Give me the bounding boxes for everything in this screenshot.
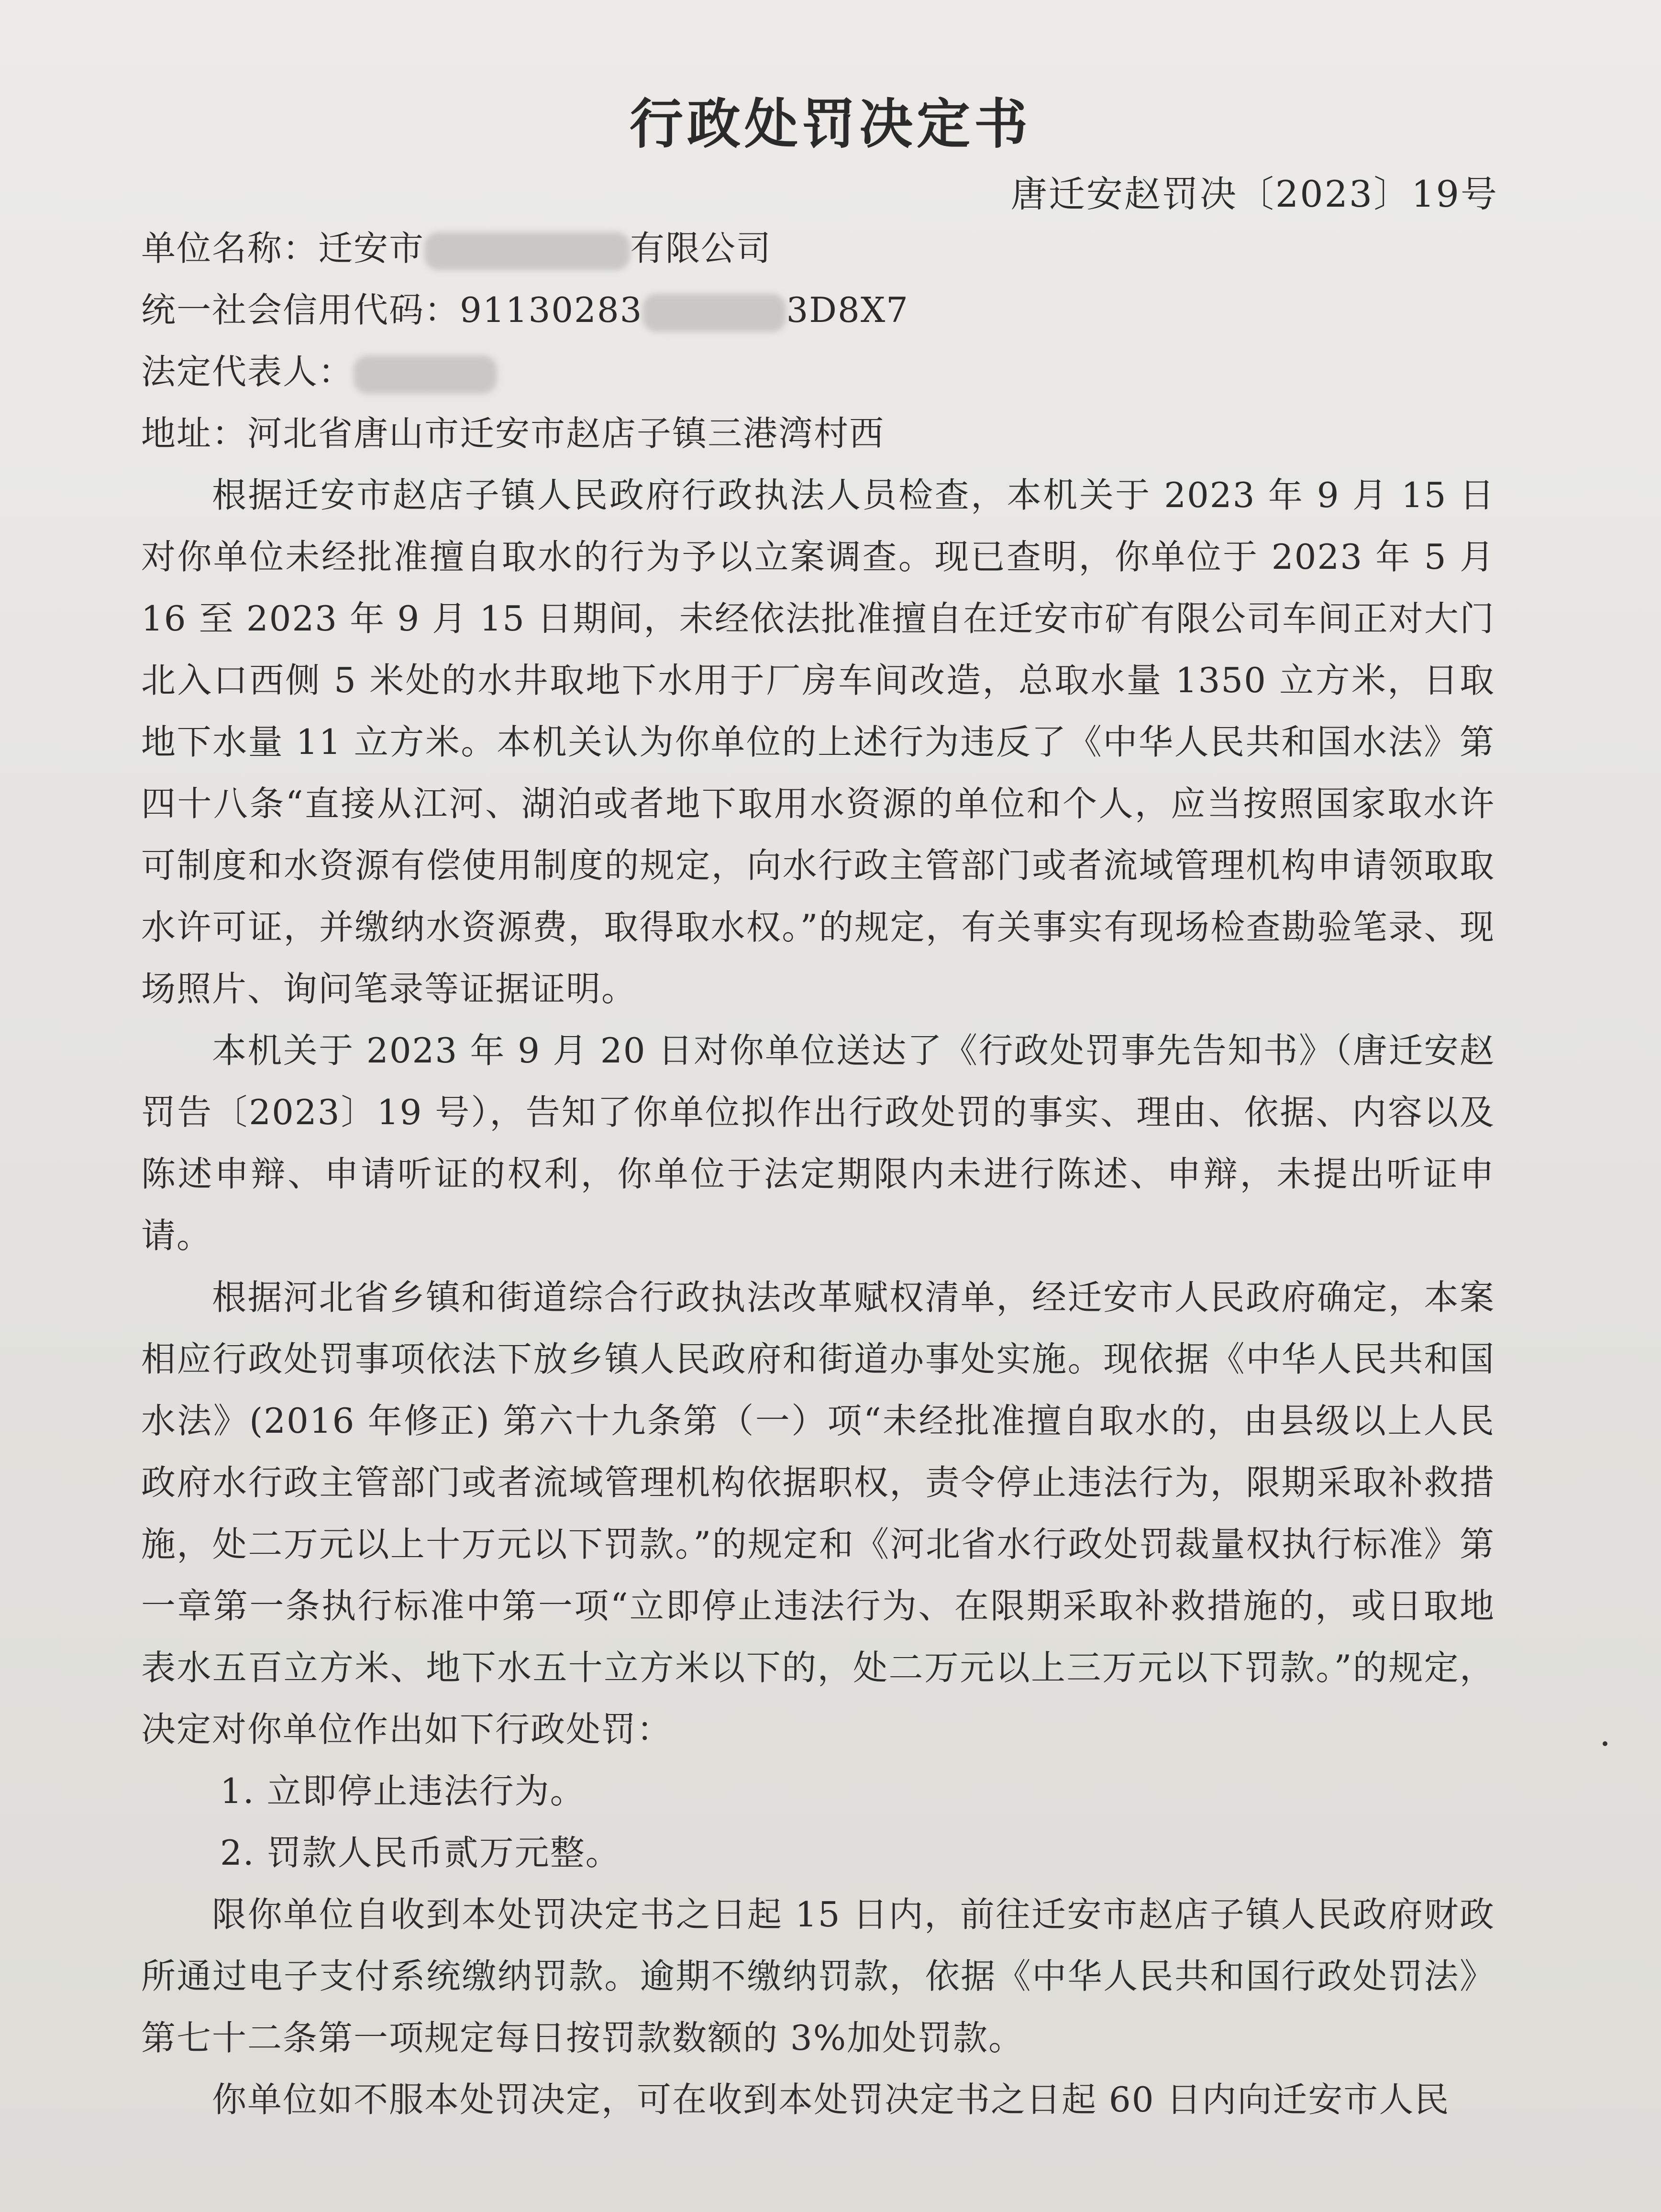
credit-code-label: 统一社会信用代码： — [141, 290, 460, 330]
redacted-area — [424, 232, 630, 270]
redacted-area — [642, 294, 786, 332]
paragraph-notice: 本机关于 2023 年 9 月 20 日对你单位送达了《行政处罚事先告知书》（唐迁安赵罚告〔2023〕19 号），告知了你单位拟作出行政处罚的事实、理由、依据、内容以及陈述申辩、申请听证的权利，你单位于法定期限内未进行陈述、申辩，未提出听证申请。 — [141, 1030, 1495, 1256]
redacted-area — [354, 355, 497, 394]
credit-code-start: 91130283 — [460, 290, 643, 330]
ink-speck — [1603, 1741, 1607, 1746]
document-title: 行政处罚决定书 — [630, 93, 1031, 155]
penalty-item-1: 1. 立即停止违法行为。 — [220, 1771, 586, 1811]
unit-name-suffix: 有限公司 — [630, 228, 772, 268]
paragraph-appeal: 你单位如不服本处罚决定，可在收到本处罚决定书之日起 60 日内向迁安市人民 — [212, 2079, 1450, 2120]
document-number: 唐迁安赵罚决〔2023〕19号 — [1010, 173, 1498, 215]
address-line: 地址：河北省唐山市迁安市赵店子镇三港湾村西 — [141, 413, 885, 453]
paragraph-legal-basis: 根据河北省乡镇和街道综合行政执法改革赋权清单，经迁安市人民政府确定，本案相应行政处罚事项依法下放乡镇人民政府和街道办事处实施。现依据《中华人民共和国水法》(2016 年修正) 第六十九条第（一）项“未经批准擅自取水的，由县级以上人民政府水行政主管部门或者流域管理机构依据职权，责令停止违法行为，限期采取补救措施，处二万元以上十万元以下罚款。”的规定和《河北省水行政处罚裁量权执行标准》第一章第一条执行标准中第一项“立即停止违法行为、在限期采取补救措施的，或日取地表水五百立方米、地下水五十立方米以下的，处二万元以上三万元以下罚款。”的规定，决定对你单位作出如下行政处罚： — [141, 1277, 1495, 1749]
credit-code-line — [141, 279, 1495, 341]
legal-rep-label: 法定代表人： — [141, 352, 354, 392]
credit-code-end: 3D8X7 — [786, 290, 909, 330]
legal-rep-line — [141, 341, 1495, 403]
penalty-item-2: 2. 罚款人民币贰万元整。 — [220, 1833, 621, 1873]
document-body — [141, 218, 1495, 2131]
unit-name-label: 单位名称：迁安市 — [141, 228, 425, 268]
paragraph-findings: 根据迁安市赵店子镇人民政府行政执法人员检查，本机关于 2023 年 9 月 15 日对你单位未经批准擅自取水的行为予以立案调查。现已查明，你单位于 2023 年 5 月 16 至 2023 年 9 月 15 日期间，未经依法批准擅自在迁安市矿有限公司车间正对大门北入口西侧 5 米处的水井取地下水用于厂房车间改造，总取水量 1350 立方米，日取地下水量 11 立方米。本机关认为你单位的上述行为违反了《中华人民共和国水法》第四十八条“直接从江河、湖泊或者地下取用水资源的单位和个人，应当按照国家取水许可制度和水资源有偿使用制度的规定，向水行政主管部门或者流域管理机构申请领取取水许可证，并缴纳水资源费，取得取水权。”的规定，有关事实有现场检查勘验笔录、现场照片、询问笔录等证据证明。 — [141, 475, 1495, 1009]
paragraph-payment: 限你单位自收到本处罚决定书之日起 15 日内，前往迁安市赵店子镇人民政府财政所通过电子支付系统缴纳罚款。逾期不缴纳罚款，依据《中华人民共和国行政处罚法》第七十二条第一项规定每日按罚款数额的 3%加处罚款。 — [141, 1894, 1495, 2058]
unit-name-line — [141, 218, 1495, 279]
